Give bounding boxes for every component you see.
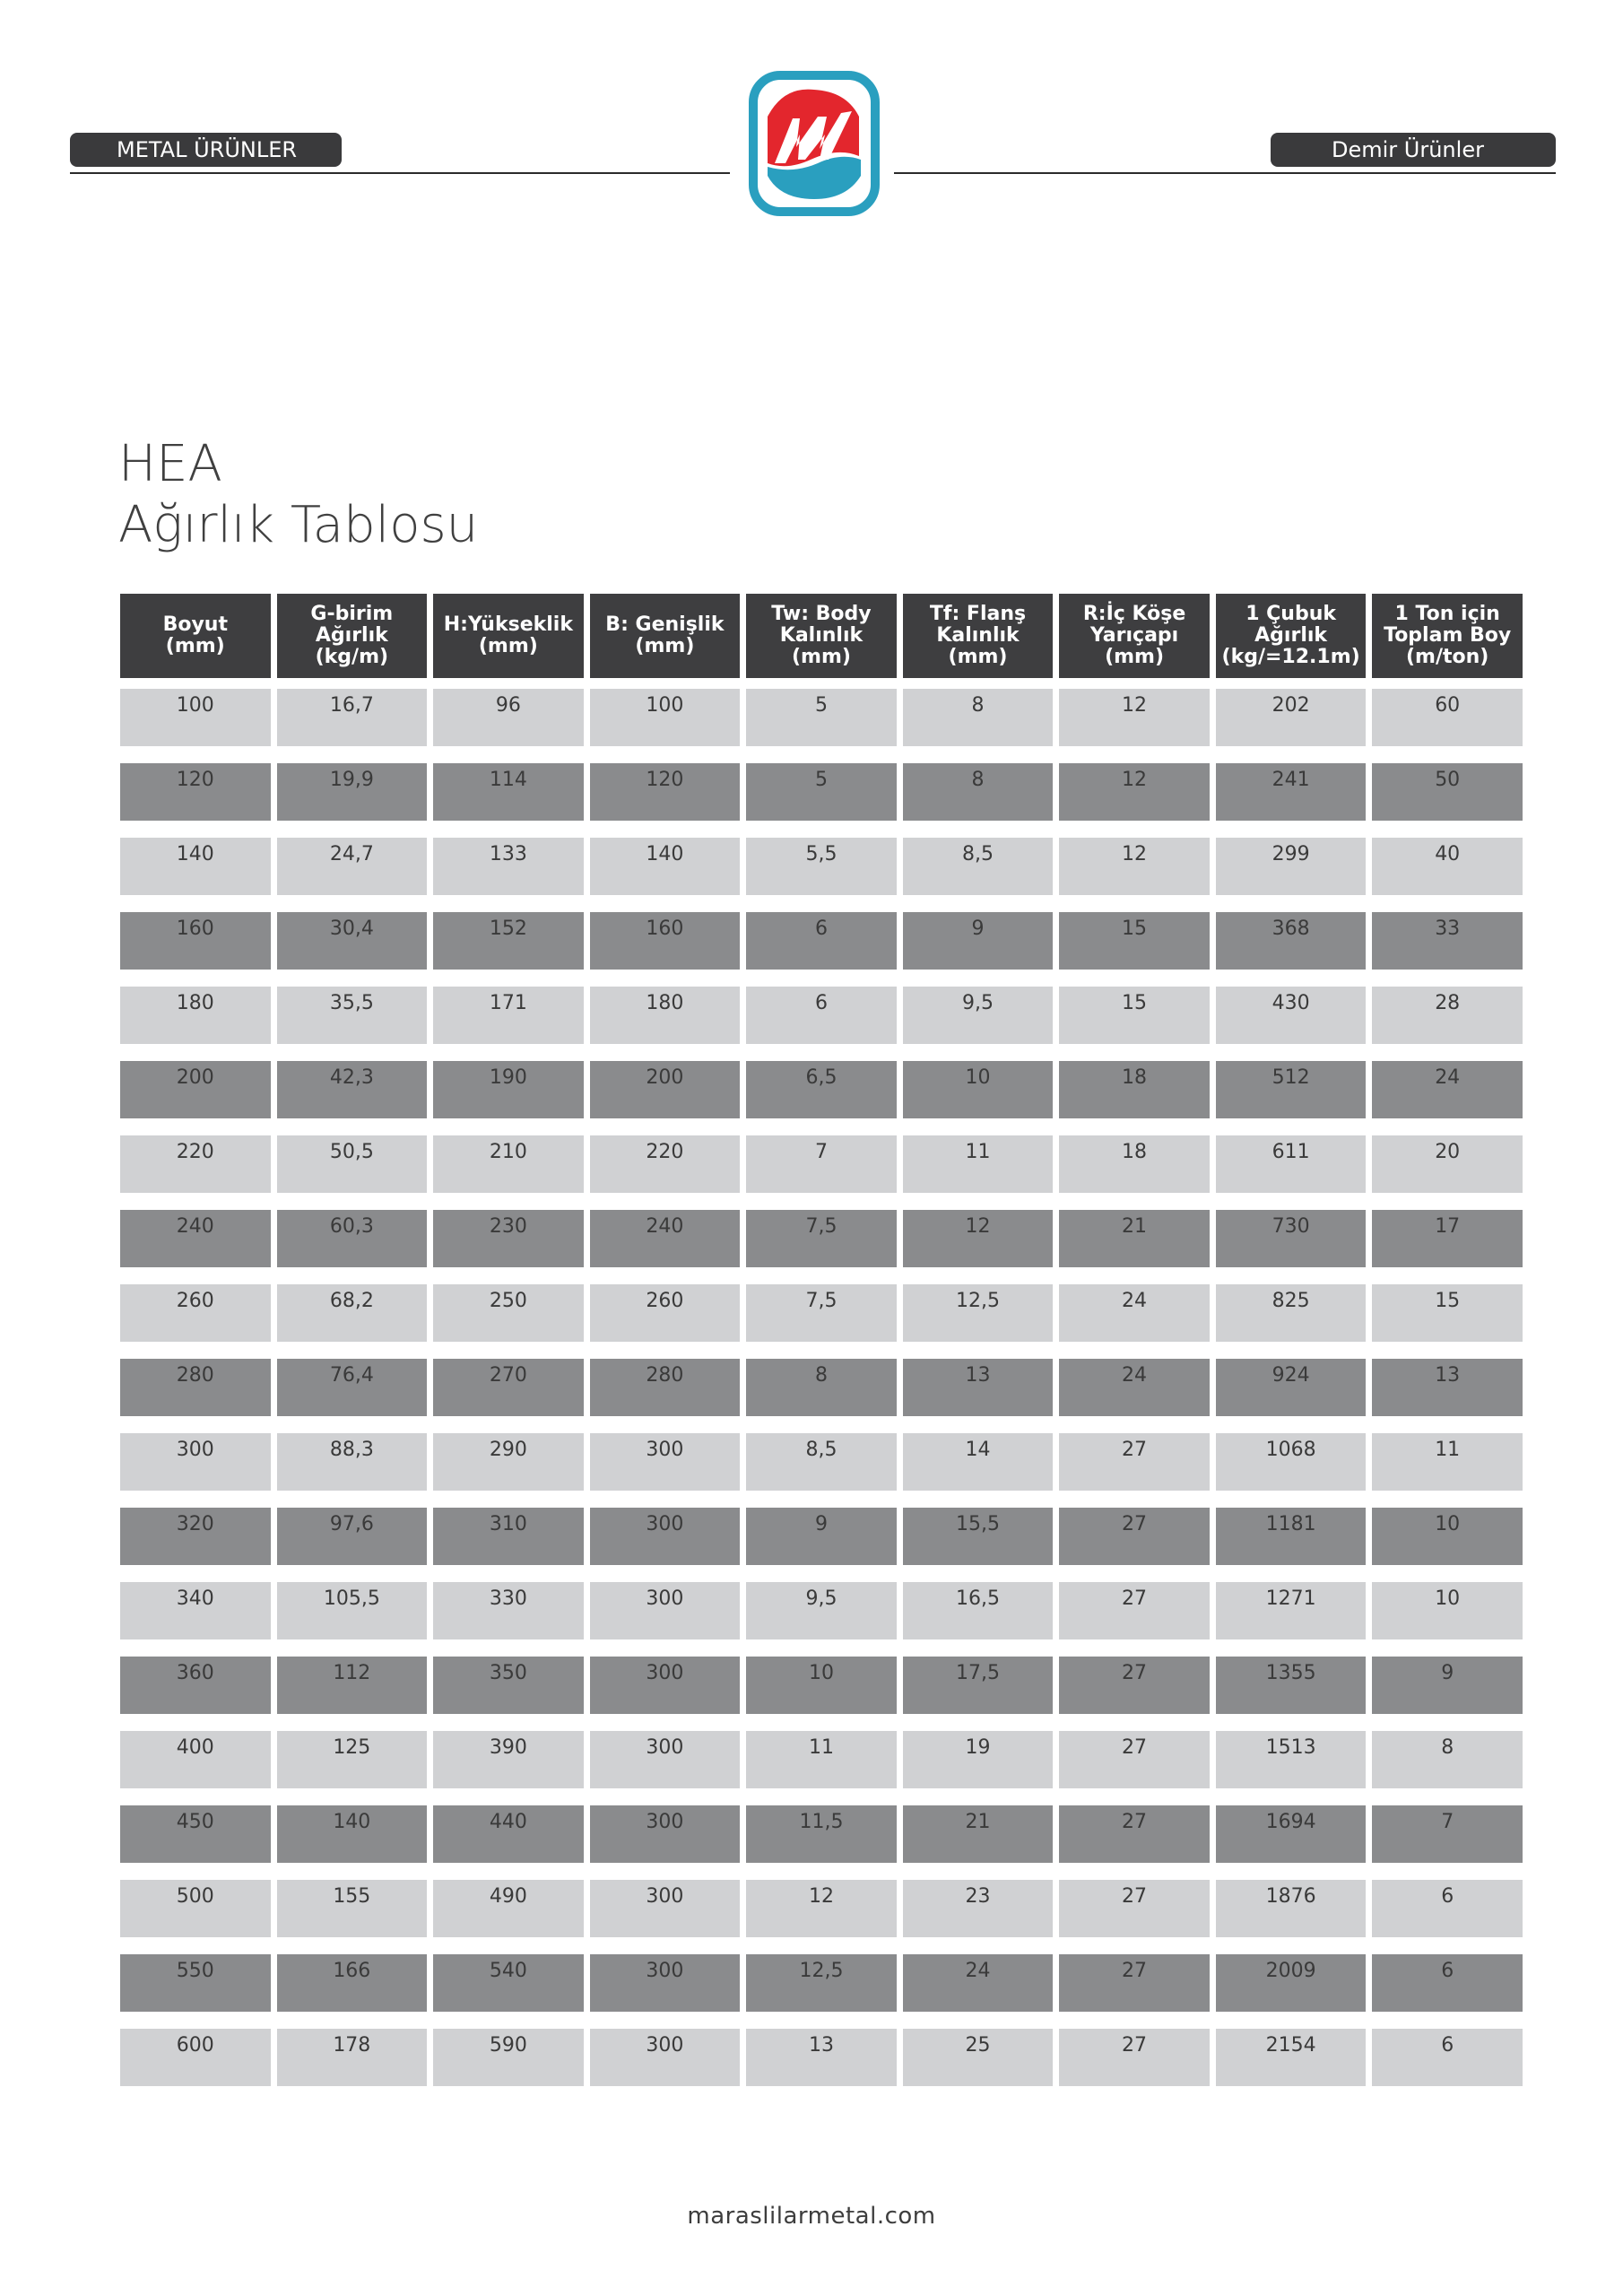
table-cell: 27 [1059, 1731, 1210, 1805]
table-cell: 5,5 [746, 838, 897, 912]
hea-weight-table [114, 594, 1529, 2103]
table-cell: 23 [903, 1880, 1054, 1954]
table-cell: 360 [120, 1657, 271, 1731]
table-cell: 20 [1372, 1135, 1523, 1210]
page-title [118, 434, 478, 556]
table-row [120, 1880, 1523, 1954]
table-cell: 12 [903, 1210, 1054, 1284]
table-cell: 300 [590, 1508, 741, 1582]
table-cell: 611 [1216, 1135, 1367, 1210]
column-header [120, 594, 271, 689]
table-cell: 11 [746, 1731, 897, 1805]
table-cell: 140 [277, 1805, 428, 1880]
footer-website: maraslilarmetal.com [687, 2203, 936, 2230]
table-row [120, 1731, 1523, 1805]
table-row [120, 1359, 1523, 1433]
table-cell: 17,5 [903, 1657, 1054, 1731]
table-cell: 6,5 [746, 1061, 897, 1135]
table-cell: 27 [1059, 1805, 1210, 1880]
table-row [120, 1657, 1523, 1731]
table-cell: 320 [120, 1508, 271, 1582]
table-cell: 299 [1216, 838, 1367, 912]
table-row [120, 1805, 1523, 1880]
table-cell: 40 [1372, 838, 1523, 912]
column-header-label: Tf: Flanş Kalınlık (mm) [929, 603, 1027, 668]
table-cell: 9 [903, 912, 1054, 987]
table-cell: 100 [120, 689, 271, 763]
table-cell: 88,3 [277, 1433, 428, 1508]
table-cell: 19,9 [277, 763, 428, 838]
column-header-label: Boyut (mm) [162, 613, 228, 657]
table-cell: 200 [590, 1061, 741, 1135]
table-cell: 180 [120, 987, 271, 1061]
column-header-label: R:İç Köşe Yarıçapı (mm) [1082, 603, 1186, 668]
table-cell: 300 [590, 2029, 741, 2103]
table-cell: 160 [120, 912, 271, 987]
table-cell: 11,5 [746, 1805, 897, 1880]
table-cell: 42,3 [277, 1061, 428, 1135]
table-cell: 10 [1372, 1508, 1523, 1582]
table-row [120, 1582, 1523, 1657]
table-cell: 12 [1059, 763, 1210, 838]
table-cell: 13 [746, 2029, 897, 2103]
table-cell: 290 [433, 1433, 584, 1508]
table-row [120, 1954, 1523, 2029]
column-header-label: G-birim Ağırlık (kg/m) [310, 603, 394, 668]
table-cell: 11 [1372, 1433, 1523, 1508]
table-cell: 19 [903, 1731, 1054, 1805]
table-cell: 202 [1216, 689, 1367, 763]
table-cell: 13 [903, 1359, 1054, 1433]
table-cell: 50,5 [277, 1135, 428, 1210]
table-cell: 220 [120, 1135, 271, 1210]
table-cell: 300 [590, 1880, 741, 1954]
table-cell: 310 [433, 1508, 584, 1582]
table-cell: 152 [433, 912, 584, 987]
table-cell: 35,5 [277, 987, 428, 1061]
table-cell: 8 [746, 1359, 897, 1433]
table-cell: 240 [120, 1210, 271, 1284]
table-cell: 171 [433, 987, 584, 1061]
table-cell: 100 [590, 689, 741, 763]
column-header-label: B: Genişlik (mm) [605, 613, 725, 657]
table-cell: 6 [746, 912, 897, 987]
table-cell: 1513 [1216, 1731, 1367, 1805]
column-header [746, 594, 897, 689]
table-cell: 28 [1372, 987, 1523, 1061]
table-cell: 300 [590, 1433, 741, 1508]
table-cell: 120 [590, 763, 741, 838]
table-body [120, 689, 1523, 2103]
column-header-label: 1 Çubuk Ağırlık (kg/=12.1m) [1221, 603, 1360, 668]
table-cell: 300 [120, 1433, 271, 1508]
table-cell: 27 [1059, 1954, 1210, 2029]
table-cell: 12,5 [903, 1284, 1054, 1359]
table-cell: 340 [120, 1582, 271, 1657]
table-cell: 10 [1372, 1582, 1523, 1657]
table-cell: 1068 [1216, 1433, 1367, 1508]
table-cell: 450 [120, 1805, 271, 1880]
table-cell: 27 [1059, 1880, 1210, 1954]
table-cell: 12,5 [746, 1954, 897, 2029]
table-cell: 112 [277, 1657, 428, 1731]
table-cell: 825 [1216, 1284, 1367, 1359]
table-cell: 12 [1059, 838, 1210, 912]
table-cell: 27 [1059, 1582, 1210, 1657]
table-cell: 730 [1216, 1210, 1367, 1284]
table-cell: 7 [1372, 1805, 1523, 1880]
table-cell: 924 [1216, 1359, 1367, 1433]
table-cell: 368 [1216, 912, 1367, 987]
table-cell: 7 [746, 1135, 897, 1210]
table-cell: 140 [590, 838, 741, 912]
table-cell: 68,2 [277, 1284, 428, 1359]
table-cell: 280 [590, 1359, 741, 1433]
table-cell: 133 [433, 838, 584, 912]
table-cell: 6 [746, 987, 897, 1061]
table-cell: 9,5 [746, 1582, 897, 1657]
table-cell: 6 [1372, 2029, 1523, 2103]
title-weight-table: Ağırlık Tablosu [118, 496, 479, 554]
table-cell: 24,7 [277, 838, 428, 912]
table-cell: 27 [1059, 1657, 1210, 1731]
table-cell: 18 [1059, 1135, 1210, 1210]
table-cell: 24 [1059, 1284, 1210, 1359]
table-cell: 12 [746, 1880, 897, 1954]
table-cell: 114 [433, 763, 584, 838]
column-header [590, 594, 741, 689]
header-rule-left [70, 172, 730, 174]
table-cell: 166 [277, 1954, 428, 2029]
table-cell: 178 [277, 2029, 428, 2103]
table-cell: 300 [590, 1657, 741, 1731]
metal-products-tag: METAL ÜRÜNLER [70, 133, 342, 167]
table-cell: 18 [1059, 1061, 1210, 1135]
table-cell: 60,3 [277, 1210, 428, 1284]
table-cell: 11 [903, 1135, 1054, 1210]
table-cell: 400 [120, 1731, 271, 1805]
table-cell: 330 [433, 1582, 584, 1657]
table-cell: 120 [120, 763, 271, 838]
table-cell: 600 [120, 2029, 271, 2103]
table-row [120, 2029, 1523, 2103]
table-cell: 8 [903, 689, 1054, 763]
table-cell: 25 [903, 2029, 1054, 2103]
table-cell: 33 [1372, 912, 1523, 987]
column-header [903, 594, 1054, 689]
table-cell: 96 [433, 689, 584, 763]
table-cell: 160 [590, 912, 741, 987]
table-cell: 550 [120, 1954, 271, 2029]
table-cell: 430 [1216, 987, 1367, 1061]
table-cell: 97,6 [277, 1508, 428, 1582]
table-cell: 21 [1059, 1210, 1210, 1284]
table-cell: 210 [433, 1135, 584, 1210]
table-row [120, 838, 1523, 912]
column-header-label: H:Yükseklik (mm) [443, 613, 573, 657]
table-cell: 21 [903, 1805, 1054, 1880]
table-cell: 6 [1372, 1880, 1523, 1954]
table-row [120, 1061, 1523, 1135]
table-cell: 60 [1372, 689, 1523, 763]
table-cell: 17 [1372, 1210, 1523, 1284]
table-cell: 15 [1059, 987, 1210, 1061]
table-cell: 14 [903, 1433, 1054, 1508]
table-cell: 590 [433, 2029, 584, 2103]
table-cell: 10 [903, 1061, 1054, 1135]
table-cell: 15,5 [903, 1508, 1054, 1582]
title-product-code: HEA [118, 435, 222, 493]
table-row [120, 689, 1523, 763]
column-header [277, 594, 428, 689]
column-header [433, 594, 584, 689]
table-cell: 350 [433, 1657, 584, 1731]
table-cell: 240 [590, 1210, 741, 1284]
table-cell: 512 [1216, 1061, 1367, 1135]
table-cell: 125 [277, 1731, 428, 1805]
table-cell: 27 [1059, 1508, 1210, 1582]
table-cell: 15 [1372, 1284, 1523, 1359]
table-cell: 16,5 [903, 1582, 1054, 1657]
column-header-label: Tw: Body Kalınlık (mm) [771, 603, 872, 668]
table-cell: 105,5 [277, 1582, 428, 1657]
table-cell: 140 [120, 838, 271, 912]
column-header-label: 1 Ton için Toplam Boy (m/ton) [1384, 603, 1512, 668]
table-row [120, 987, 1523, 1061]
table-cell: 180 [590, 987, 741, 1061]
column-header [1216, 594, 1367, 689]
company-logo [748, 70, 881, 217]
table-cell: 8,5 [746, 1433, 897, 1508]
table-cell: 230 [433, 1210, 584, 1284]
iron-products-tag: Demir Ürünler [1271, 133, 1556, 167]
table-cell: 1181 [1216, 1508, 1367, 1582]
table-cell: 1876 [1216, 1880, 1367, 1954]
table-cell: 12 [1059, 689, 1210, 763]
table-cell: 200 [120, 1061, 271, 1135]
table-row [120, 1284, 1523, 1359]
table-cell: 300 [590, 1731, 741, 1805]
table-cell: 250 [433, 1284, 584, 1359]
table-cell: 9 [1372, 1657, 1523, 1731]
table-cell: 155 [277, 1880, 428, 1954]
table-cell: 5 [746, 763, 897, 838]
column-header [1059, 594, 1210, 689]
table-cell: 16,7 [277, 689, 428, 763]
table-cell: 280 [120, 1359, 271, 1433]
table-cell: 30,4 [277, 912, 428, 987]
table-cell: 2154 [1216, 2029, 1367, 2103]
table-cell: 260 [590, 1284, 741, 1359]
column-header [1372, 594, 1523, 689]
table-row [120, 912, 1523, 987]
table-cell: 5 [746, 689, 897, 763]
table-cell: 241 [1216, 763, 1367, 838]
table-cell: 76,4 [277, 1359, 428, 1433]
table-cell: 7,5 [746, 1210, 897, 1284]
table-cell: 390 [433, 1731, 584, 1805]
table-row [120, 1210, 1523, 1284]
table-cell: 490 [433, 1880, 584, 1954]
table-cell: 190 [433, 1061, 584, 1135]
table-cell: 9 [746, 1508, 897, 1582]
table-cell: 1694 [1216, 1805, 1367, 1880]
table-cell: 440 [433, 1805, 584, 1880]
table-cell: 300 [590, 1805, 741, 1880]
table-cell: 540 [433, 1954, 584, 2029]
table-cell: 13 [1372, 1359, 1523, 1433]
table-cell: 10 [746, 1657, 897, 1731]
table-cell: 8,5 [903, 838, 1054, 912]
table-cell: 50 [1372, 763, 1523, 838]
table-cell: 27 [1059, 2029, 1210, 2103]
table-row [120, 763, 1523, 838]
table-cell: 8 [1372, 1731, 1523, 1805]
table-row [120, 1135, 1523, 1210]
table-cell: 300 [590, 1954, 741, 2029]
table-header-row [120, 594, 1523, 689]
table-cell: 6 [1372, 1954, 1523, 2029]
table-cell: 1355 [1216, 1657, 1367, 1731]
table-row [120, 1433, 1523, 1508]
table-cell: 15 [1059, 912, 1210, 987]
table-cell: 7,5 [746, 1284, 897, 1359]
table-cell: 300 [590, 1582, 741, 1657]
table-cell: 24 [903, 1954, 1054, 2029]
table-cell: 1271 [1216, 1582, 1367, 1657]
table-cell: 220 [590, 1135, 741, 1210]
table-cell: 2009 [1216, 1954, 1367, 2029]
table-cell: 260 [120, 1284, 271, 1359]
table-cell: 24 [1059, 1359, 1210, 1433]
table-cell: 24 [1372, 1061, 1523, 1135]
table-cell: 9,5 [903, 987, 1054, 1061]
table-cell: 270 [433, 1359, 584, 1433]
header-rule-right [894, 172, 1556, 174]
table-cell: 8 [903, 763, 1054, 838]
table-cell: 27 [1059, 1433, 1210, 1508]
table-row [120, 1508, 1523, 1582]
table-cell: 500 [120, 1880, 271, 1954]
